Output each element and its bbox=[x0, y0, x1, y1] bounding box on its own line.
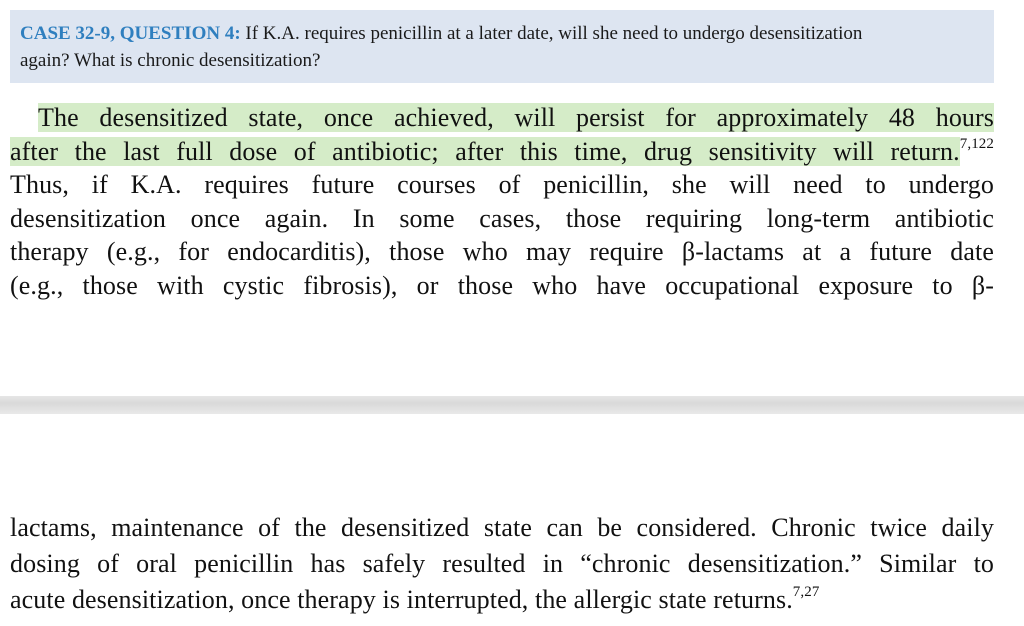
reference-superscript: 7,27 bbox=[792, 584, 820, 600]
paragraph-line: (e.g., those with cystic fibrosis), or those who have occupational exposure to β- bbox=[10, 270, 994, 300]
highlighted-text: The desensitized state, once achieved, will persist for approximately 48 hours bbox=[38, 103, 994, 132]
case-label: CASE 32-9, QUESTION 4: bbox=[20, 23, 241, 44]
case-question-text-line1: If K.A. requires penicillin at a later date, will she need to undergo desensitization bbox=[245, 23, 863, 44]
paragraph-line: desensitization once again. In some cases, those requiring long-term antibiotic bbox=[10, 203, 994, 233]
paragraph-line bbox=[10, 135, 994, 169]
case-question-box bbox=[10, 10, 994, 83]
case-question-text-line2: again? What is chronic desensitization? bbox=[20, 50, 321, 71]
highlighted-sentence-end: after the last full dose of antibiotic; after this time, drug sensitivity will return. bbox=[10, 136, 960, 166]
paragraph-desensitized-state bbox=[10, 101, 994, 302]
paragraph-line: therapy (e.g., for endocarditis), those who may require β-lactams at a future date bbox=[10, 237, 994, 266]
paragraph-chronic-desensitization bbox=[10, 510, 994, 618]
paragraph-line: Thus, if K.A. requires future courses of penicillin, she will need to undergo bbox=[10, 170, 994, 199]
page-separator bbox=[0, 396, 1024, 414]
reference-superscript: 7,122 bbox=[959, 135, 994, 152]
paragraph-line: dosing of oral penicillin has safely resulted in “chronic desensitization.” Similar to bbox=[10, 549, 994, 578]
highlighted-text bbox=[10, 137, 960, 166]
paragraph-line bbox=[10, 582, 994, 618]
paragraph-line-text: acute desensitization, once therapy is interrupted, the allergic state returns. bbox=[10, 585, 793, 614]
paragraph-line: lactams, maintenance of the desensitized state can be considered. Chronic twice daily bbox=[10, 513, 994, 542]
paragraph-line bbox=[10, 101, 994, 135]
